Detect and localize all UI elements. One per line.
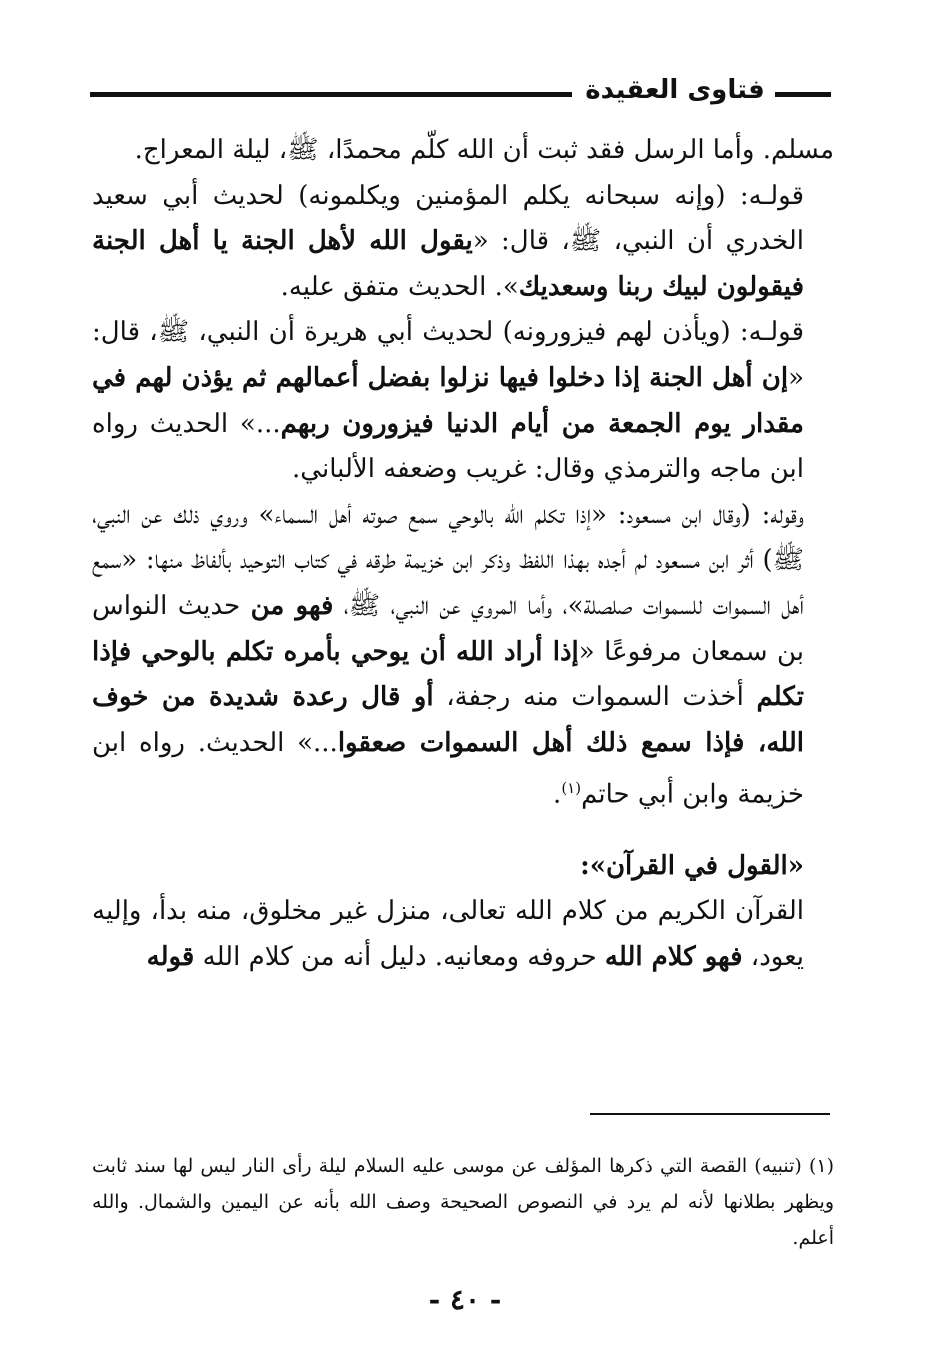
paragraph <box>92 310 834 492</box>
text-run: حروفه ومعانيه. دليل أنه من كلام الله <box>194 941 605 972</box>
main-text <box>92 128 834 980</box>
text-run: ...» الحديث. رواه ابن خزيمة وابن أبي حاتم <box>92 727 804 810</box>
text-run: وقوله: (وقال ابن مسعود: «إذا تكلم الله بالوحي سمع صوته أهل السماء» وروي ذلك عن النبي، ﷺ) أثر ابن مسعود لم أجده بهذا اللفظ وذكر ابن خزيمة طرقه في كتاب التوحيد بألفاظ منها: «سمع أهل السموات للسموات صلصلة»، وأما المروي عن النبي، ﷺ، <box>92 499 804 621</box>
text-run-bold: قوله <box>146 941 195 972</box>
hadith-quote: أو قال رعدة شديدة من خوف الله، فإذا سمع ذلك أهل السموات صعقوا <box>92 682 805 758</box>
hadith-quote: إن أهل الجنة إذا دخلوا فيها نزلوا بفضل أعمالهم ثم يؤذن لهم في مقدار يوم الجمعة من أيام الدنيا فيزورون ربهم <box>92 362 804 439</box>
text-run: القرآن الكريم من كلام الله تعالى، منزل غير مخلوق، منه بدأ، وإليه يعود، <box>92 896 804 972</box>
header-rule-short <box>775 92 831 97</box>
running-header-title: فتاوى العقيدة <box>585 75 765 105</box>
text-run: مسلم. وأما الرسل فقد ثبت أن الله كلّم محمدًا، ﷺ، ليلة المعراج. <box>134 135 834 165</box>
text-run: ...» الحديث رواه ابن ماجه والترمذي وقال: غريب وضعفه الألباني. <box>92 408 804 485</box>
header-rule <box>90 92 572 97</box>
text-run: أخذت السموات منه رجفة، <box>433 682 757 713</box>
paragraph <box>92 493 834 819</box>
text-run: . <box>553 779 562 810</box>
paragraph <box>92 889 834 980</box>
page-number: - ٤٠ - <box>428 1283 502 1316</box>
hadith-quote: يقول الله لأهل الجنة يا أهل الجنة فيقولون لبيك ربنا وسعديك <box>92 226 804 302</box>
text-run: قولـه: (وإنه سبحانه يكلم المؤمنين ويكلمونه) لحديث أبي سعيد الخدري أن النبي، ﷺ، قال: « <box>92 180 805 257</box>
footnote-reference[interactable]: (١) <box>561 779 582 798</box>
text-run-bold: فهو كلام الله <box>604 941 743 972</box>
footnote-separator <box>590 1113 830 1115</box>
text-run: حديث النواس بن سمعان مرفوعًا « <box>92 590 804 667</box>
paragraph <box>92 174 834 311</box>
hadith-quote: إذا أراد الله أن يوحي بأمره تكلم بالوحي فإذا تكلم <box>92 636 804 713</box>
footnotes <box>92 1148 834 1256</box>
footnote: (١) (تنبيه) القصة التي ذكرها المؤلف عن موسى عليه السلام ليلة رأى النار ليس لها سند ثابت ويظهر بطلانها لأنه لم يرد في النصوص الصحيحة وصف الله بأنه عن اليمين والشمال. والله أعلم. <box>92 1155 834 1249</box>
paragraph <box>92 128 834 174</box>
text-run-bold: فهو من <box>250 590 334 621</box>
section-heading: «القول في القرآن»: <box>580 850 804 881</box>
text-run: قولـه: (ويأذن لهم فيزورونه) لحديث أبي هريرة أن النبي، ﷺ، قال: « <box>92 317 804 393</box>
text-run: ». الحديث متفق عليه. <box>280 271 519 302</box>
